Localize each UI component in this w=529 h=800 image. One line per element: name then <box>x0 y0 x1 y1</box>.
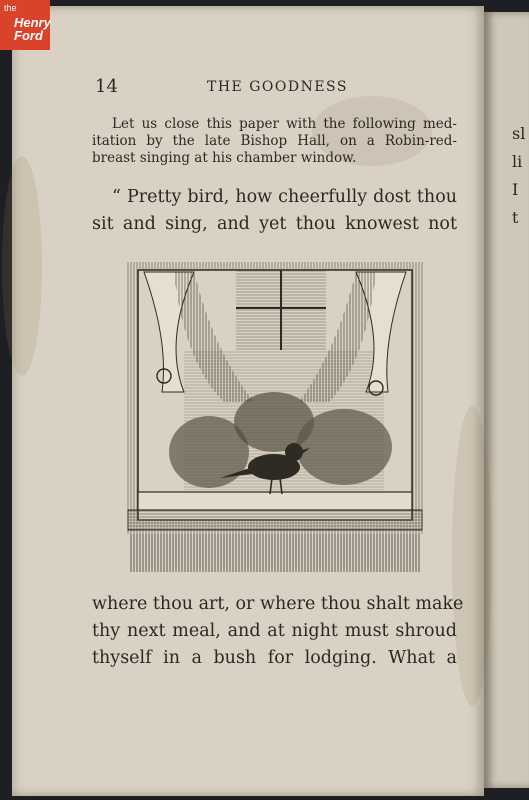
facing-page-fragment: sl <box>512 124 526 143</box>
henry-ford-logo <box>0 0 50 50</box>
closing-paragraph <box>92 591 464 672</box>
page-header <box>95 76 460 100</box>
quote-paragraph <box>92 184 457 238</box>
facing-page-fragment: li <box>512 152 523 171</box>
text-line: thy next meal, and at night must shroud <box>92 621 457 641</box>
text-line: “ Pretty bird, how cheerfully dost thou <box>112 187 457 207</box>
facing-page-fragment: t <box>512 208 519 227</box>
logo-text-henry: Henry <box>14 15 51 30</box>
intro-paragraph <box>92 116 457 167</box>
logo-text-ford: Ford <box>14 28 43 43</box>
text-line: Let us close this paper with the following med- <box>112 116 457 132</box>
text-line: itation by the late Bishop Hall, on a Robin-red- <box>92 133 457 149</box>
running-head: THE GOODNESS <box>207 79 348 95</box>
text-line: where thou art, or where thou shalt make <box>92 594 464 614</box>
text-line: sit and sing, and yet thou knowest not <box>92 214 457 234</box>
robin-engraving-illustration <box>124 252 426 580</box>
facing-page-edge <box>484 12 529 788</box>
text-line: thyself in a bush for lodging. What a <box>92 648 457 668</box>
text-line: breast singing at his chamber window. <box>92 150 357 166</box>
logo-text-the: the <box>4 3 17 13</box>
facing-page-fragment: I <box>512 180 519 199</box>
page-number: 14 <box>95 76 118 97</box>
